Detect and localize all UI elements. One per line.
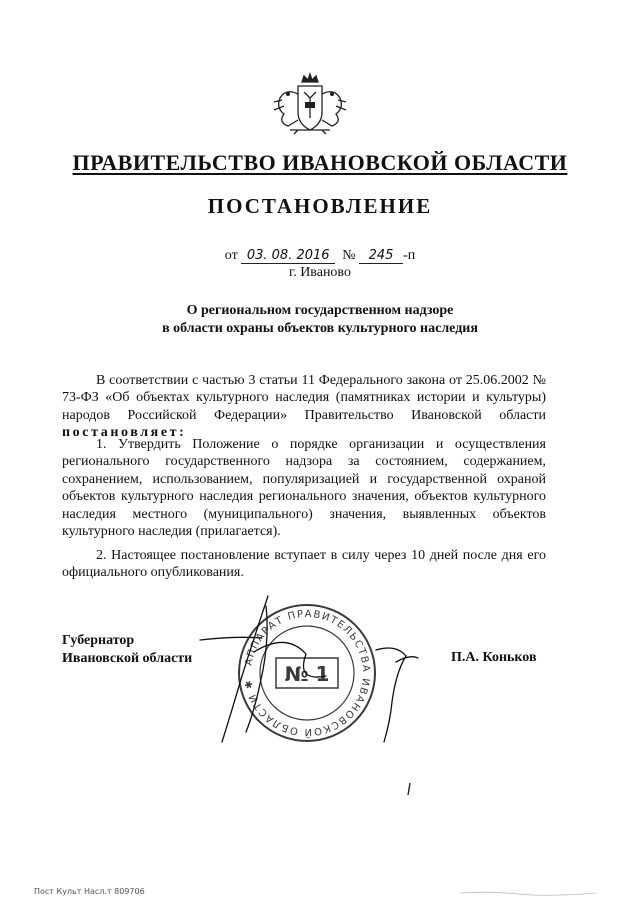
date-prefix: от [224, 248, 238, 263]
footer-file-reference: Пост Культ Насл.т 809706 [34, 887, 145, 896]
footer-scan-mark [458, 888, 598, 898]
svg-text:№ 1: № 1 [284, 662, 330, 686]
document-type: ПОСТАНОВЛЕНИЕ [207, 194, 433, 218]
clause-2-paragraph: 2. Настоящее постановление вступает в силу через 10 дней после дня его официального опубликования. [62, 548, 546, 581]
subject-line-1: О региональном государственном надзоре [186, 303, 454, 318]
position-line-1: Губернатор [62, 633, 135, 648]
svg-text:АППАРАТ ПРАВИТЕЛЬСТВА ИВАНОВСК: АППАРАТ ПРАВИТЕЛЬСТВА ИВАНОВСКОЙ ОБЛАСТИ ✱ [243, 608, 372, 738]
preamble-text: В соответствии с частью 3 статьи 11 Федерального закона от 25.06.2002 № 73-ФЗ «Об объектах культурного наследия (памятниках истории и культуры) народов Российской Федерации» Правительство Ивановской области [62, 373, 546, 423]
signatory-name: П.А. Коньков [451, 650, 537, 665]
position-line-2: Ивановской области [62, 651, 193, 666]
governor-signature [196, 592, 436, 752]
signatory-position [62, 632, 192, 668]
subject-line-2: в области охраны объектов культурного наследия [162, 321, 478, 336]
clause-1-paragraph: 1. Утвердить Положение о порядке организации и осуществления регионального государственного надзора за состоянием, содержанием, сохранением, использованием, популяризацией и государственной охраной объектов культурного наследия регионального значения, объектов культурного наследия местного (муниципального) значения, выявленных объектов культурного наследия (прилагается). [62, 437, 546, 540]
subject-heading [0, 302, 640, 338]
number-prefix: № [342, 248, 356, 263]
city: г. Иваново [289, 265, 351, 280]
handwritten-date: 03. 08. 2016 [241, 248, 335, 264]
pen-mark [404, 782, 414, 796]
date-number-line [0, 248, 640, 264]
decree-word: постановляет: [62, 425, 187, 441]
government-title: ПРАВИТЕЛЬСТВО ИВАНОВСКОЙ ОБЛАСТИ [72, 150, 568, 175]
preamble-paragraph [62, 372, 546, 442]
coat-of-arms-emblem [268, 72, 352, 138]
number-suffix: -п [403, 248, 416, 263]
handwritten-number: 245 [359, 248, 403, 264]
